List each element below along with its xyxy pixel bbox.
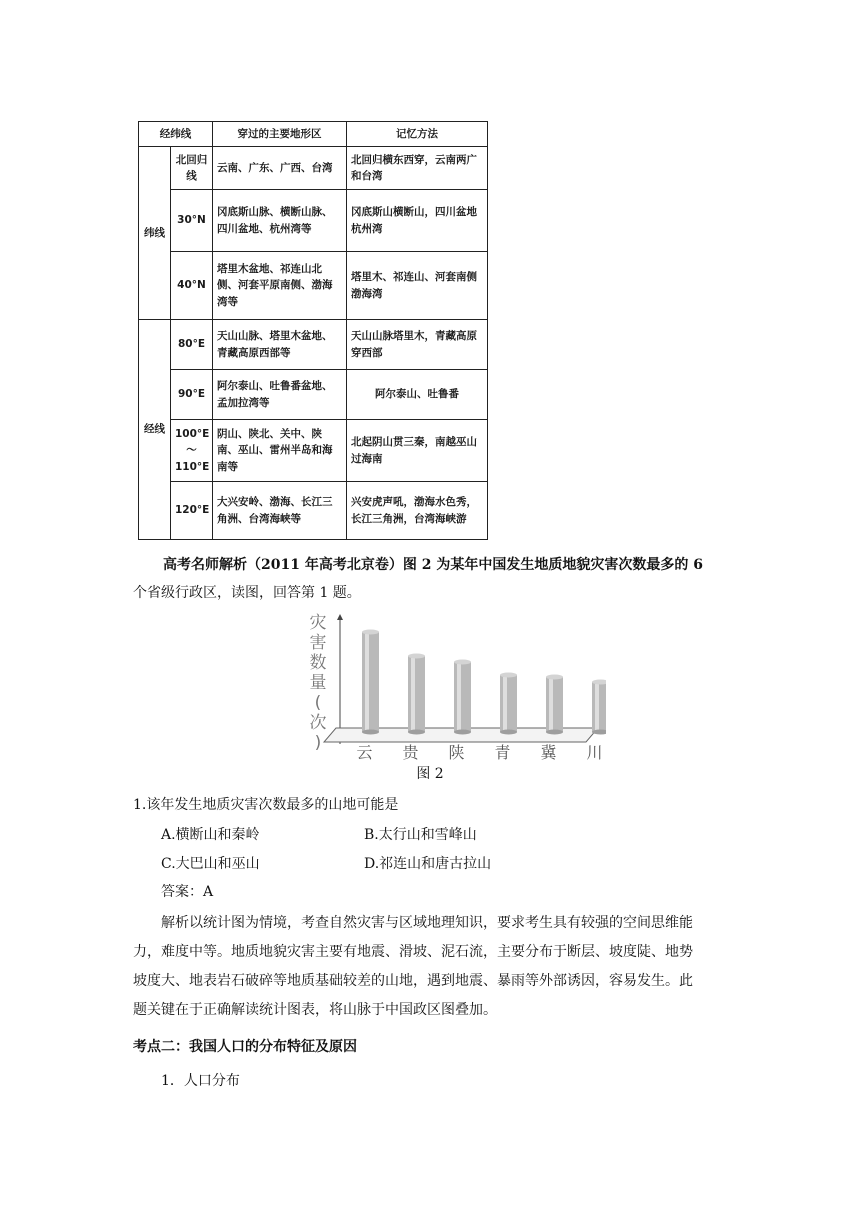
chart-bar-body <box>500 675 517 732</box>
latitude-longitude-table <box>138 121 488 540</box>
chart-category-label: 云 <box>356 743 373 762</box>
chart-bar-highlight <box>549 679 553 732</box>
chart-bar-base <box>362 730 379 735</box>
chart-category-label: 贵 <box>402 743 419 762</box>
chart-bar-top <box>454 660 471 665</box>
line-cell: 30°N <box>171 190 213 252</box>
memory-cell: 北起阴山贯三秦，南越巫山过海南 <box>347 420 488 482</box>
analysis-line: 解析以统计图为情境，考查自然灾害与区域地理知识，要求考生具有较强的空间思维能 <box>161 915 693 931</box>
line-cell: 40°N <box>171 252 213 320</box>
chart-bar-base <box>500 730 517 735</box>
chart-bar-highlight <box>411 658 415 732</box>
intro-line <box>163 554 703 576</box>
section-item: 1．人口分布 <box>161 1073 240 1089</box>
answer: 答案：A <box>161 884 214 900</box>
chart-bar-highlight <box>365 634 369 732</box>
line-cell: 100°E ～ 110°E <box>171 420 213 482</box>
chart-bar-body <box>454 662 471 732</box>
table-row <box>139 482 488 540</box>
chart-bar-top <box>546 675 563 680</box>
chart-y-axis-label-char: 次 <box>309 713 327 733</box>
table-header-row <box>139 122 488 147</box>
regions-cell: 大兴安岭、渤海、长江三角洲、台湾海峡等 <box>213 482 347 540</box>
memory-cell: 冈底斯山横断山，四川盆地杭州湾 <box>347 190 488 252</box>
chart-y-axis-label-char: 量 <box>309 673 327 693</box>
intro-text: 高考名师解析（2011 年高考北京卷）图 2 为某年中国发生地质地貌灾害次数最多的 6 <box>163 557 703 573</box>
chart-bar-base <box>408 730 425 735</box>
chart-bar-top <box>500 673 517 678</box>
memory-cell: 兴安虎声吼，渤海水色秀，长江三角洲，台湾海峡游 <box>347 482 488 540</box>
group-cell-longitude: 经线 <box>139 320 171 540</box>
chart-category-label: 青 <box>494 743 511 762</box>
table-row <box>139 190 488 252</box>
chart-y-axis-label-char: 灾 <box>309 613 327 633</box>
chart-y-axis-label <box>310 613 327 753</box>
chart-bar-base <box>546 730 563 735</box>
table-row <box>139 370 488 420</box>
memory-cell: 阿尔泰山、吐鲁番 <box>347 370 488 420</box>
chart-category-label: 冀 <box>540 743 557 762</box>
chart-bar-highlight <box>457 664 461 732</box>
regions-cell: 冈底斯山脉、横断山脉、四川盆地、杭州湾等 <box>213 190 347 252</box>
memory-cell: 塔里木、祁连山、河套南侧渤海湾 <box>347 252 488 320</box>
intro-line-2: 个省级行政区，读图，回答第 1 题。 <box>133 585 361 601</box>
figure-caption: 图 2 <box>416 766 444 782</box>
chart-bar <box>546 675 563 735</box>
group-cell-latitude: 纬线 <box>139 147 171 320</box>
option-b: B.太行山和雪峰山 <box>364 827 477 843</box>
regions-cell: 阴山、陕北、关中、陕南、巫山、雷州半岛和海南等 <box>213 420 347 482</box>
chart-y-axis-label-char: ) <box>314 733 322 753</box>
chart-bar-body <box>408 656 425 732</box>
regions-cell: 天山山脉、塔里木盆地、青藏高原西部等 <box>213 320 347 370</box>
chart-category-label: 川 <box>586 743 603 762</box>
line-cell: 90°E <box>171 370 213 420</box>
chart-bar-highlight <box>595 684 599 732</box>
option-c: C.大巴山和巫山 <box>161 856 260 872</box>
analysis-line: 力，难度中等。地质地貌灾害主要有地震、滑坡、泥石流，主要分布于断层、坡度陡、地势 <box>133 944 693 960</box>
chart-bar <box>592 680 606 735</box>
chart-bar <box>408 654 425 735</box>
question-stem: 1.该年发生地质灾害次数最多的山地可能是 <box>133 797 399 813</box>
chart-bar-highlight <box>503 677 507 732</box>
line-cell: 120°E <box>171 482 213 540</box>
analysis-line: 坡度大、地表岩石破碎等地质基础较差的山地，遇到地震、暴雨等外部诱因，容易发生。此 <box>133 973 693 989</box>
chart-category-label: 陕 <box>448 743 465 762</box>
memory-cell: 北回归横东西穿，云南两广和台湾 <box>347 147 488 190</box>
regions-cell: 云南、广东、广西、台湾 <box>213 147 347 190</box>
regions-cell: 阿尔泰山、吐鲁番盆地、孟加拉湾等 <box>213 370 347 420</box>
chart-bar <box>500 673 517 735</box>
chart-bar-top <box>408 654 425 659</box>
table-header-cell: 记忆方法 <box>347 122 488 147</box>
table-row <box>139 147 488 190</box>
regions-cell: 塔里木盆地、祁连山北侧、河套平原南侧、渤海湾等 <box>213 252 347 320</box>
section-heading: 考点二：我国人口的分布特征及原因 <box>133 1039 357 1055</box>
chart-y-axis-label-char: 数 <box>309 653 327 673</box>
table-header-cell: 经纬线 <box>139 122 213 147</box>
chart-bar <box>362 630 379 735</box>
chart-y-axis-arrow <box>337 614 343 620</box>
line-cell: 北回归线 <box>171 147 213 190</box>
chart-bar-top <box>362 630 379 635</box>
chart-bar <box>454 660 471 735</box>
chart-y-axis-label-char: 害 <box>309 633 327 653</box>
table-header-cell: 穿过的主要地形区 <box>213 122 347 147</box>
analysis-line: 题关键在于正确解读统计图表，将山脉于中国政区图叠加。 <box>133 1002 497 1018</box>
table-row <box>139 420 488 482</box>
option-d: D.祁连山和唐古拉山 <box>364 856 492 872</box>
chart-bar-base <box>454 730 471 735</box>
memory-cell: 天山山脉塔里木，青藏高原穿西部 <box>347 320 488 370</box>
table-row <box>139 320 488 370</box>
table-row <box>139 252 488 320</box>
chart-bar-body <box>362 632 379 732</box>
disaster-bar-chart <box>306 612 606 762</box>
chart-bar-body <box>546 677 563 732</box>
chart-y-axis-label-char: ( <box>314 693 322 713</box>
line-cell: 80°E <box>171 320 213 370</box>
option-a: A.横断山和秦岭 <box>161 827 260 843</box>
